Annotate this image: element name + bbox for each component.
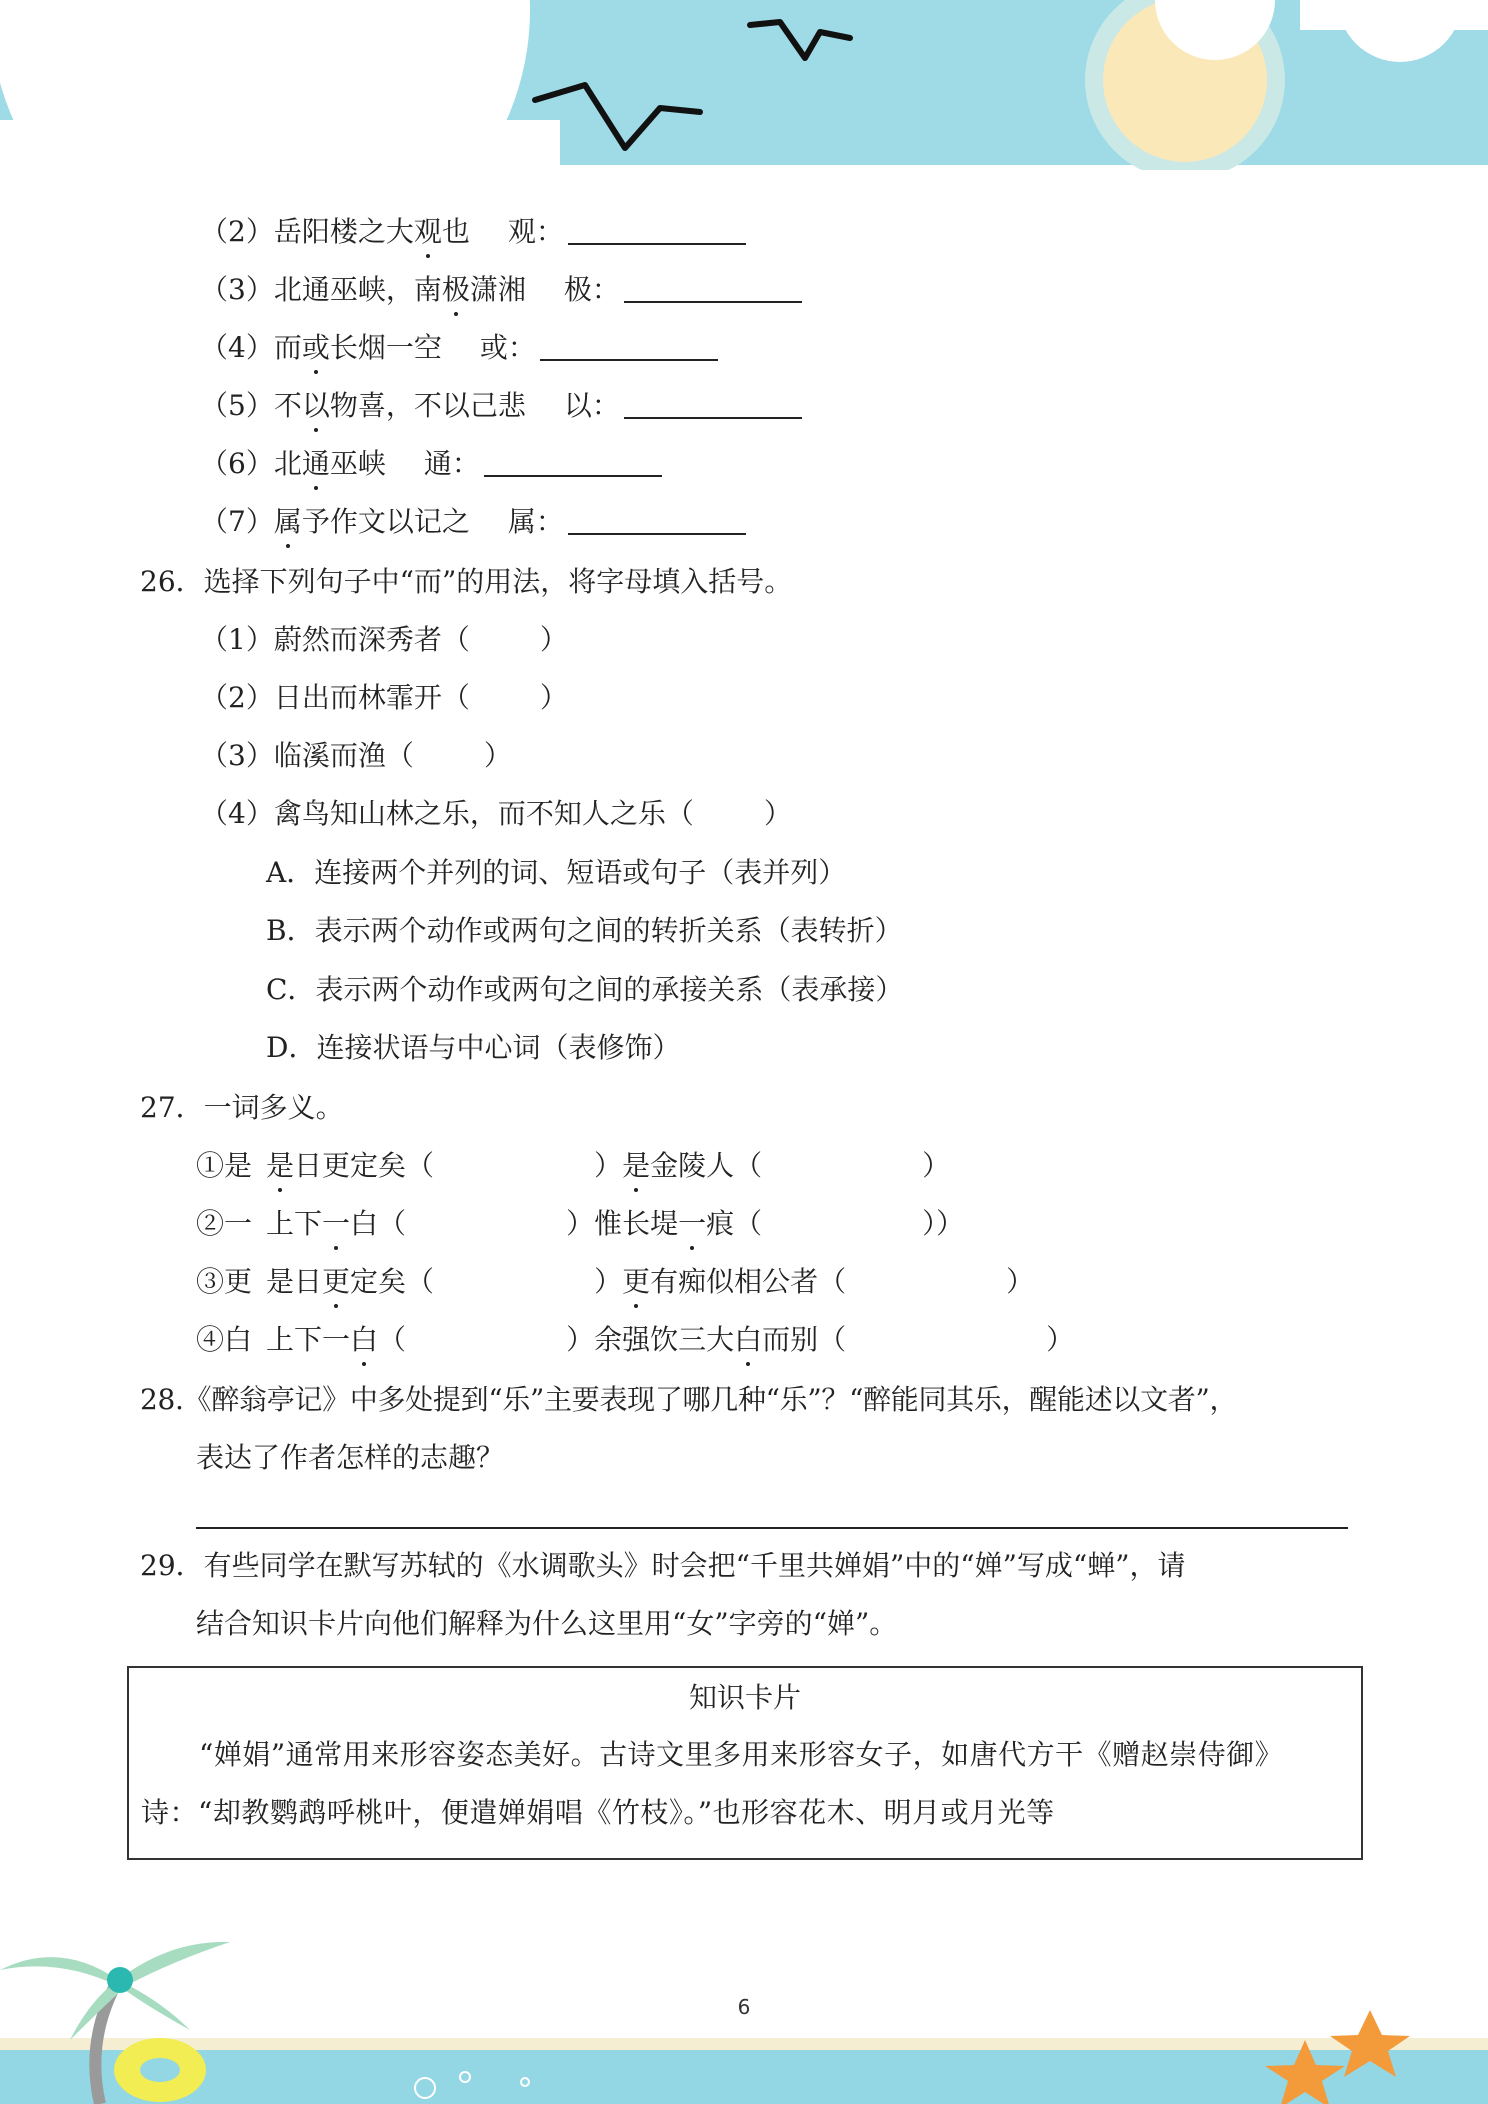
key-char: 观	[414, 212, 442, 252]
sentence-text: 北	[273, 447, 302, 480]
word-label: 属：	[507, 505, 564, 538]
q25-item-7	[200, 502, 746, 542]
key-char: 是	[266, 1146, 294, 1186]
sentence-text: 物喜，不以己悲	[329, 389, 526, 422]
q26-item-2	[200, 678, 568, 718]
q26-option-d: D．连接状语与中心词（表修饰）	[266, 1031, 681, 1064]
key-char: 极	[442, 270, 470, 310]
item-number: （5）	[200, 389, 274, 422]
word-head: ③更	[196, 1265, 253, 1298]
item-number: （2）	[200, 215, 274, 248]
sentence-text: 岳阳楼之大	[273, 215, 414, 248]
header-decoration	[0, 0, 1488, 170]
q27-row-2	[196, 1204, 964, 1244]
q26-option-b: B．表示两个动作或两句之间的转折关系（表转折）	[266, 914, 903, 947]
key-char: 更	[322, 1262, 350, 1302]
sand-strip	[0, 2038, 1488, 2052]
q25-item-3	[200, 270, 802, 310]
item-number: （7）	[200, 505, 274, 538]
close-paren: ）	[594, 1149, 623, 1182]
sentence-text: 北通巫峡，南	[273, 273, 442, 306]
close-paren: ）	[594, 1265, 623, 1298]
key-char: 是	[622, 1146, 650, 1186]
knowledge-card	[127, 1666, 1363, 1860]
q25-item-4	[200, 328, 718, 368]
key-char: 属	[274, 502, 302, 542]
key-char: 以	[302, 386, 330, 426]
sentence-text: 不	[273, 389, 302, 422]
q29-line-2: 结合知识卡片向他们解释为什么这里用“女”字旁的“婵”。	[196, 1607, 898, 1640]
q26-item-4	[200, 794, 792, 834]
sentence-text: 长烟一空	[329, 331, 442, 364]
q27-title: 27．一词多义。	[140, 1091, 344, 1124]
q28-line-2: 表达了作者怎样的志趣？	[196, 1441, 505, 1474]
sentence-text: 上下一	[266, 1323, 351, 1356]
sentence-text: 余强饮三大	[594, 1323, 735, 1356]
q26-title: 26．选择下列句子中“而”的用法，将字母填入括号。	[140, 565, 793, 598]
key-char: 通	[302, 444, 330, 484]
sentence-text: 予作文以记之	[301, 505, 470, 538]
key-char: 或	[302, 328, 330, 368]
q26-item-3	[200, 736, 512, 776]
card-text-line-2: 诗：“却教鹦鹉呼桃叶，便遣婵娟唱《竹枝》。”也形容花木、明月或月光等	[141, 1796, 1055, 1829]
answer-line[interactable]	[196, 1527, 1348, 1529]
sentence-text: 是日	[266, 1265, 323, 1298]
sentence-text: 潇湘	[469, 273, 526, 306]
q25-item-5	[200, 386, 802, 426]
q29-line-1: 29．有些同学在默写苏轼的《水调歌头》时会把“千里共婵娟”中的“婵”写成“蝉”，请	[140, 1549, 1186, 1582]
answer-blank[interactable]	[624, 387, 802, 419]
q27-row-3	[196, 1262, 1034, 1302]
page-number: 6	[737, 1995, 751, 2019]
sentence-text: 白（	[350, 1207, 407, 1240]
sentence-text: 上下	[266, 1207, 323, 1240]
sentence-text: 惟长堤	[594, 1207, 679, 1240]
close-paren: ））	[922, 1207, 965, 1240]
key-char: 一	[322, 1204, 350, 1244]
sentence-text: 也	[441, 215, 470, 248]
sentence-text: 而别（	[762, 1323, 847, 1356]
sentence-text: 而	[273, 331, 302, 364]
q27-row-1	[196, 1146, 950, 1186]
word-head: ②一	[196, 1207, 253, 1240]
word-label: 极：	[563, 273, 620, 306]
sentence-text: 日更定矣（	[294, 1149, 435, 1182]
key-char: 一	[678, 1204, 706, 1244]
sentence-text: （2）日出而林霏开（	[200, 681, 470, 714]
card-title: 知识卡片	[688, 1681, 801, 1714]
card-text-line-1: “婵娟”通常用来形容姿态美好。古诗文里多用来形容女子，如唐代方干《赠赵崇侍御》	[199, 1738, 1284, 1771]
answer-blank[interactable]	[568, 213, 746, 245]
cloud-icon	[0, 0, 560, 170]
q26-option-a: A．连接两个并列的词、短语或句子（表并列）	[266, 856, 847, 889]
key-char: 更	[622, 1262, 650, 1302]
q26-option-c: C．表示两个动作或两句之间的承接关系（表承接）	[266, 973, 904, 1006]
sentence-text: （4）禽鸟知山林之乐，而不知人之乐（	[200, 797, 694, 830]
close-paren: ）	[566, 1323, 595, 1356]
close-paren: ）	[1006, 1265, 1035, 1298]
q26-item-1	[200, 620, 568, 660]
word-label: 以：	[563, 389, 620, 422]
item-number: （4）	[200, 331, 274, 364]
sentence-text: 定矣（	[350, 1265, 435, 1298]
q27-row-4	[196, 1320, 1074, 1360]
swim-ring-icon	[114, 2038, 206, 2102]
close-paren: ）	[483, 739, 512, 772]
sentence-text: 金陵人（	[650, 1149, 763, 1182]
sentence-text: （	[378, 1323, 407, 1356]
key-char: 白	[350, 1320, 378, 1360]
word-label: 通：	[423, 447, 480, 480]
word-head: ①是	[196, 1149, 253, 1182]
item-number: （6）	[200, 447, 274, 480]
sentence-text: （1）蔚然而深秀者（	[200, 623, 470, 656]
close-paren: ）	[539, 681, 568, 714]
q25-item-6	[200, 444, 662, 484]
q28-line-1: 28.《醉翁亭记》中多处提到“乐”主要表现了哪几种“乐”？“醉能同其乐，醒能述以文者”，	[140, 1383, 1238, 1416]
close-paren: ）	[539, 623, 568, 656]
q25-item-2	[200, 212, 746, 252]
close-paren: ）	[922, 1149, 951, 1182]
sentence-text: 有痴似相公者（	[650, 1265, 847, 1298]
close-paren: ）	[1046, 1323, 1075, 1356]
item-number: （3）	[200, 273, 274, 306]
answer-blank[interactable]	[484, 445, 662, 477]
answer-blank[interactable]	[624, 271, 802, 303]
answer-blank[interactable]	[568, 503, 746, 535]
answer-blank[interactable]	[540, 329, 718, 361]
sentence-text: （3）临溪而渔（	[200, 739, 414, 772]
word-label: 或：	[479, 331, 536, 364]
sea-band	[0, 2050, 1488, 2104]
word-label: 观：	[507, 215, 564, 248]
key-char: 白	[734, 1320, 762, 1360]
close-paren: ）	[763, 797, 792, 830]
sentence-text: 巫峡	[329, 447, 386, 480]
close-paren: ）	[566, 1207, 595, 1240]
sentence-text: 痕（	[706, 1207, 763, 1240]
word-head: ④白	[196, 1323, 253, 1356]
